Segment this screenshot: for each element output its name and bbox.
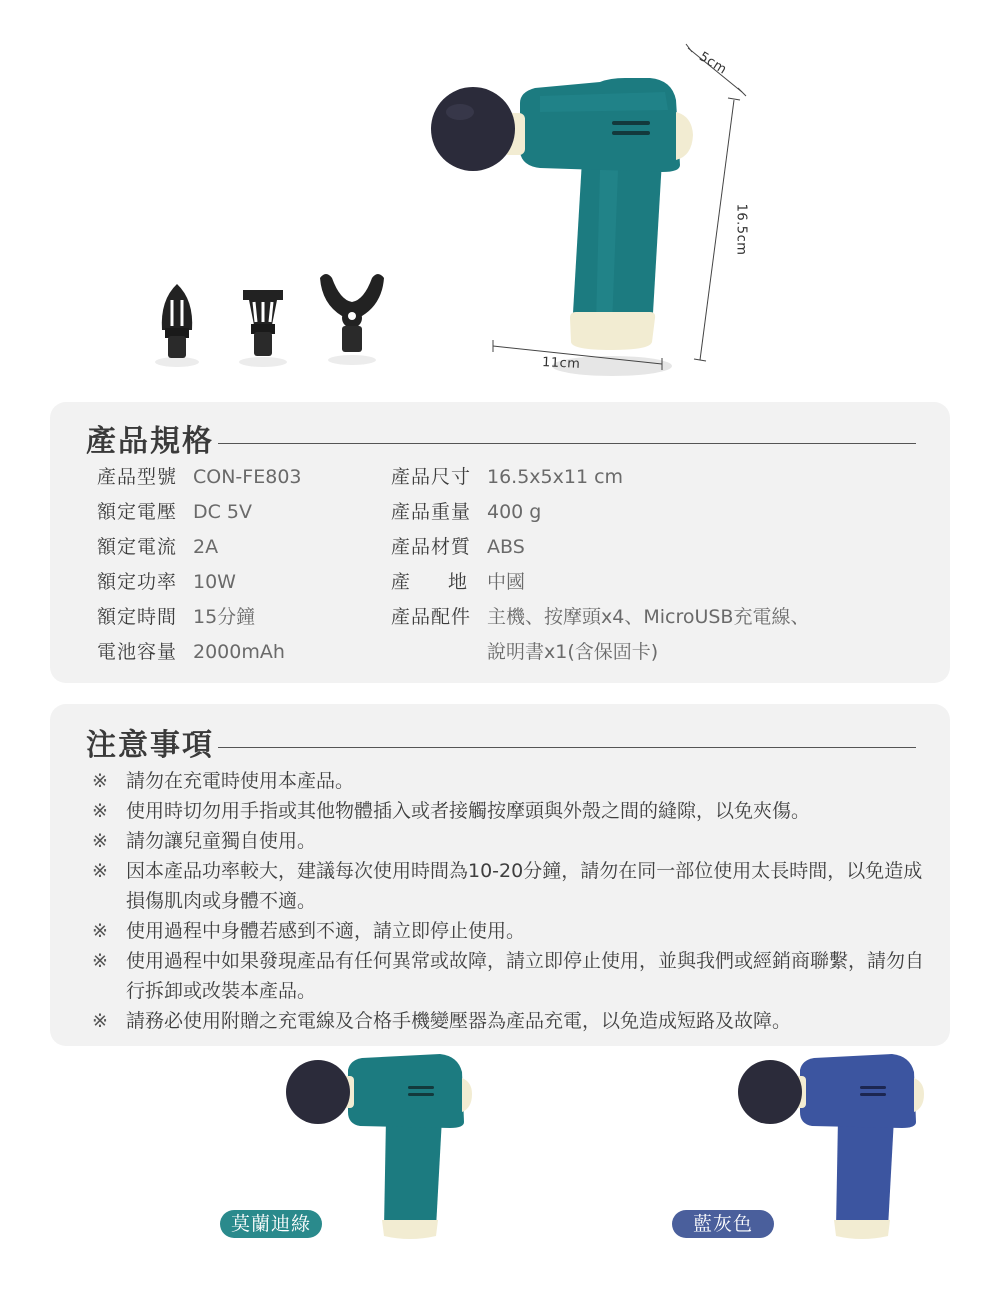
variant-green-label: 莫蘭迪綠 xyxy=(220,1210,322,1238)
spec-row-accessories: 產品配件 主機、按摩頭x4、MicroUSB充電線、 xyxy=(391,606,810,628)
attachment-fork-icon xyxy=(239,290,287,367)
dimension-height-label: 16.5cm xyxy=(733,203,749,256)
dimension-width-label: 5cm xyxy=(696,49,730,78)
specs-title: 產品規格 xyxy=(86,424,214,459)
product-hero xyxy=(0,0,1000,390)
note-item: ※ 請勿在充電時使用本產品。 xyxy=(92,770,355,792)
variant-blue-label: 藍灰色 xyxy=(672,1210,774,1238)
note-item: ※ 因本產品功率較大，建議每次使用時間為10-20分鐘，請勿在同一部位使用太長時間，以免造成損傷肌肉或身體不適。 xyxy=(92,860,923,912)
spec-row-battery: 電池容量 2000mAh xyxy=(97,641,285,663)
specs-title-rule xyxy=(218,443,916,444)
spec-row-time: 額定時間 15分鐘 xyxy=(97,606,256,628)
massage-gun-illustration xyxy=(0,0,1000,390)
variant-green xyxy=(230,1048,480,1248)
spec-row-power: 額定功率 10W xyxy=(97,571,236,593)
attachment-bullet-icon xyxy=(155,284,199,367)
note-item: ※ 使用過程中如果發現產品有任何異常或故障，請立即停止使用，並與我們或經銷商聯繫，請勿自行拆卸或改裝本產品。 xyxy=(92,950,925,1002)
note-item: ※ 使用過程中身體若感到不適，請立即停止使用。 xyxy=(92,920,526,942)
note-item: ※ 請務必使用附贈之充電線及合格手機變壓器為產品充電，以免造成短路及故障。 xyxy=(92,1010,792,1032)
note-item: ※ 請勿讓兒童獨自使用。 xyxy=(92,830,317,852)
specs-panel xyxy=(50,402,950,683)
dimension-depth-label: 11cm xyxy=(541,355,581,372)
spec-row-model: 產品型號 CON-FE803 xyxy=(97,466,302,488)
spec-row-weight: 產品重量 400 g xyxy=(391,501,542,523)
spec-row-current: 額定電流 2A xyxy=(97,536,219,558)
spec-row-material: 產品材質 ABS xyxy=(391,536,525,558)
attachment-y-icon xyxy=(320,274,384,365)
spec-accessories-cont: 說明書x1(含保固卡) xyxy=(487,641,659,663)
spec-row-voltage: 額定電壓 DC 5V xyxy=(97,501,253,523)
notes-title: 注意事項 xyxy=(86,728,214,763)
spec-row-origin: 產 地 中國 xyxy=(391,571,526,593)
spec-row-size: 產品尺寸 16.5x5x11 cm xyxy=(391,466,624,488)
note-item: ※ 使用時切勿用手指或其他物體插入或者接觸按摩頭與外殼之間的縫隙，以免夾傷。 xyxy=(92,800,811,822)
notes-title-rule xyxy=(218,747,916,748)
massage-gun-main xyxy=(431,78,693,376)
variant-blue xyxy=(692,1048,932,1248)
